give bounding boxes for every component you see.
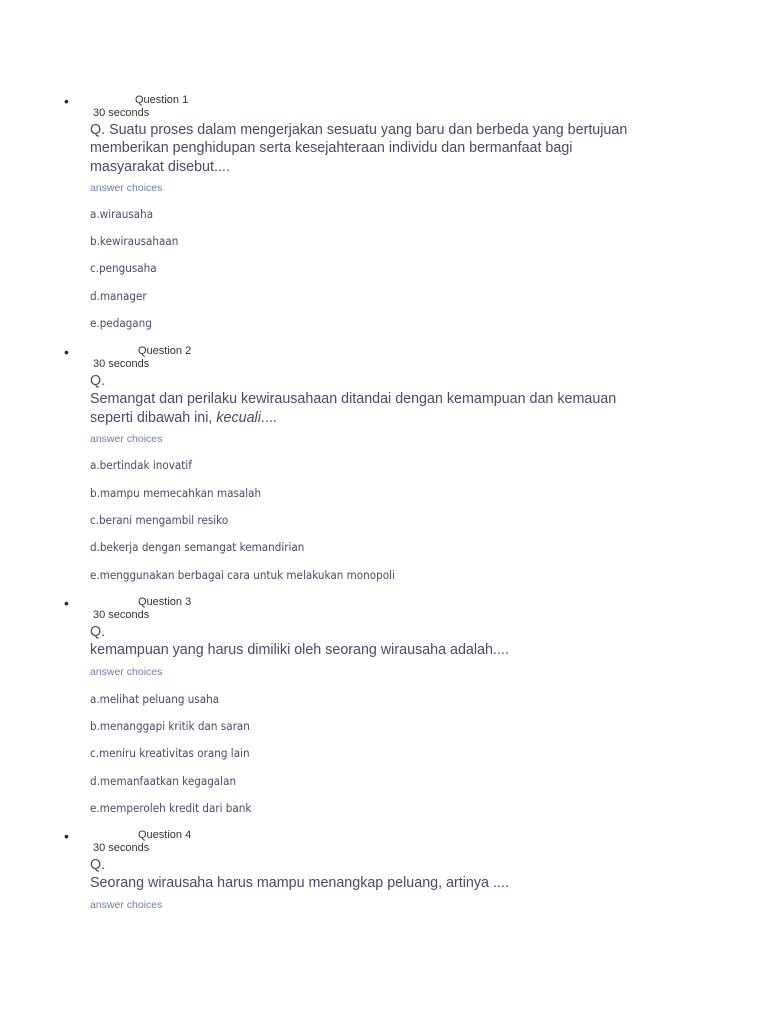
question-text	[90, 121, 690, 176]
answer-choice[interactable]: e.memperoleh kredit dari bank	[90, 802, 252, 815]
question-text-line: Semangat dan perilaku kewirausahaan ditandai dengan kemampuan dan kemauan	[90, 391, 617, 408]
question-text	[90, 856, 690, 893]
answer-choices-label: answer choices	[90, 899, 163, 911]
answer-choice[interactable]: d.memanfaatkan kegagalan	[90, 775, 237, 788]
question-prefix: Q.	[90, 373, 106, 389]
answer-choice[interactable]: e.pedagang	[90, 317, 152, 330]
question-time: 30 seconds	[93, 358, 150, 370]
question-text-line: masyarakat disebut....	[90, 158, 230, 175]
answer-choice[interactable]: b.kewirausahaan	[90, 235, 179, 248]
question-time: 30 seconds	[93, 609, 150, 621]
question-number: Question 4	[138, 829, 192, 841]
question-text-line: memberikan penghidupan serta kesejahteraan individu dan bermanfaat bagi	[90, 140, 573, 157]
question-text-tail: seperti dibawah ini,	[90, 409, 217, 426]
question-text	[90, 372, 690, 427]
question-text-line: Q. Suatu proses dalam mengerjakan sesuatu yang baru dan berbeda yang bertujuan	[90, 122, 628, 138]
answer-choices-label: answer choices	[90, 666, 163, 678]
question-text-emphasis: kecuali	[216, 409, 261, 426]
answer-choices-label: answer choices	[90, 433, 163, 445]
answer-choice[interactable]: d.manager	[90, 290, 147, 303]
question-text-line: Seorang wirausaha harus mampu menangkap peluang, artinya ....	[90, 875, 509, 892]
answer-choice[interactable]: e.menggunakan berbagai cara untuk melakukan monopoli	[90, 569, 395, 582]
answer-choices-label: answer choices	[90, 182, 163, 194]
answer-choice[interactable]: c.berani mengambil resiko	[90, 514, 229, 527]
answer-choice[interactable]: a.melihat peluang usaha	[90, 693, 220, 706]
answer-choice[interactable]: a.bertindak inovatif	[90, 459, 192, 472]
question-time: 30 seconds	[93, 107, 150, 119]
bullet-icon: •	[64, 828, 69, 844]
question-prefix: Q.	[90, 857, 106, 873]
question-time: 30 seconds	[93, 842, 150, 854]
answer-choice[interactable]: b.menanggapi kritik dan saran	[90, 720, 250, 733]
answer-choice[interactable]: c.pengusaha	[90, 262, 157, 275]
question-text	[90, 623, 690, 660]
answer-choice[interactable]: d.bekerja dengan semangat kemandirian	[90, 541, 305, 554]
question-text-line	[90, 409, 690, 427]
question-number: Question 3	[138, 596, 192, 608]
bullet-icon: •	[64, 344, 69, 360]
question-text-end: ....	[260, 409, 277, 426]
answer-choice[interactable]: b.mampu memecahkan masalah	[90, 487, 262, 500]
answer-choice[interactable]: c.meniru kreativitas orang lain	[90, 747, 250, 760]
question-prefix: Q.	[90, 624, 106, 640]
question-number: Question 1	[135, 94, 189, 106]
question-number: Question 2	[138, 345, 192, 357]
bullet-icon: •	[64, 595, 69, 611]
question-text-line: kemampuan yang harus dimiliki oleh seorang wirausaha adalah....	[90, 642, 509, 659]
answer-choice[interactable]: a.wirausaha	[90, 208, 154, 221]
bullet-icon: •	[64, 93, 69, 109]
